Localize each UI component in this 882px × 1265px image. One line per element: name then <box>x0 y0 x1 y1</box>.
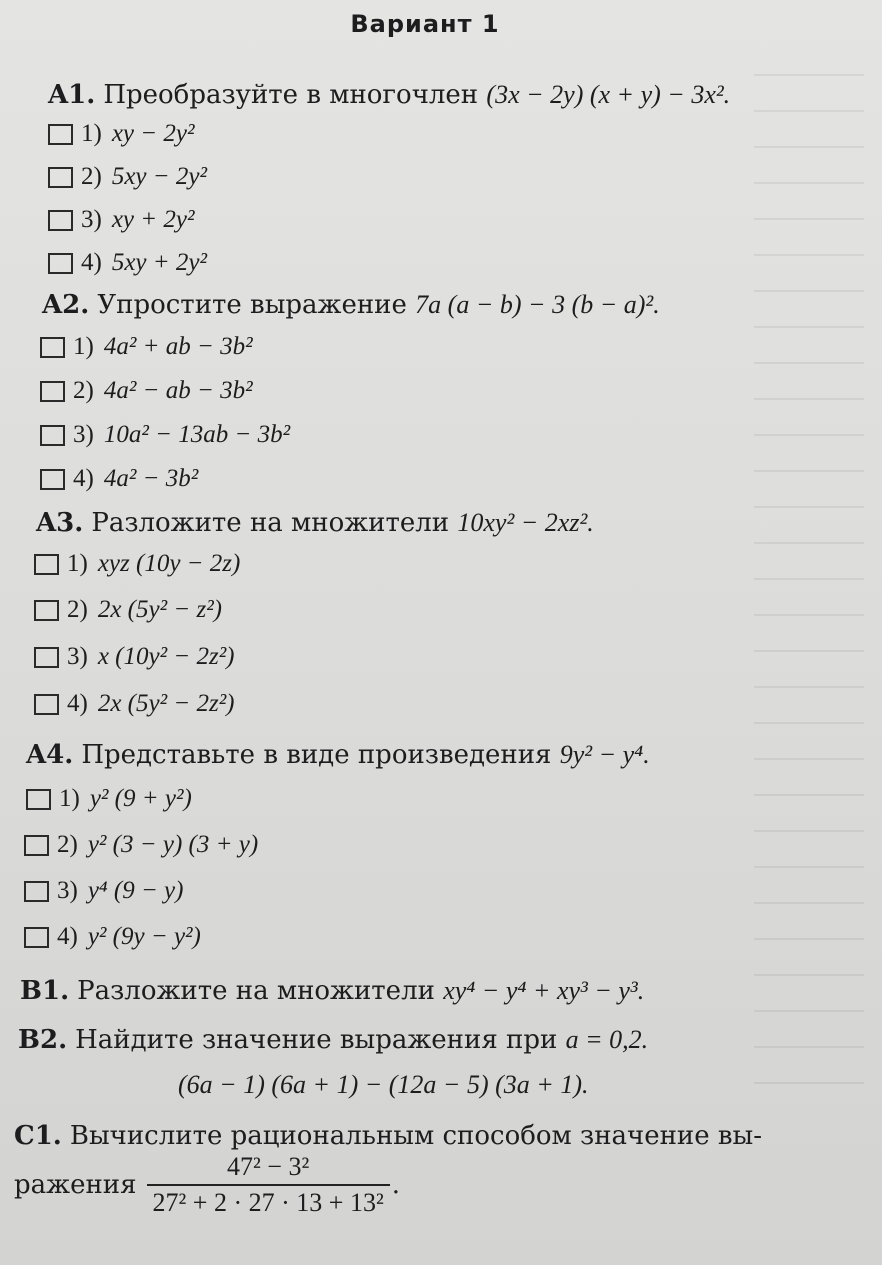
question-a3 <box>36 508 594 538</box>
option-value: y² (3 − y) (3 + y) <box>87 831 259 858</box>
option-a2-4[interactable]: 4) 4a² − 3b² <box>40 465 198 493</box>
answer-checkbox[interactable] <box>34 554 59 575</box>
option-a1-3[interactable]: 3) xy + 2y² <box>48 206 194 234</box>
answer-checkbox[interactable] <box>24 927 49 948</box>
question-expression: 10xy² − 2xz². <box>457 508 594 537</box>
option-a1-2[interactable]: 2) 5xy − 2y² <box>48 163 207 191</box>
question-text: Разложите на множители <box>91 508 450 538</box>
option-value: 2x (5y² − z²) <box>97 596 223 623</box>
c1-fraction <box>147 1152 390 1218</box>
question-expression: 7a (a − b) − 3 (b − a)². <box>415 290 660 319</box>
question-number: B2. <box>18 1025 68 1055</box>
option-value: 4a² − ab − 3b² <box>103 377 253 404</box>
question-condition: a = 0,2. <box>565 1025 649 1054</box>
answer-checkbox[interactable] <box>48 124 73 145</box>
option-a4-1[interactable]: 1) y² (9 + y²) <box>26 785 192 813</box>
b2-expression: (6a − 1) (6a + 1) − (12a − 5) (3a + 1). <box>178 1070 589 1099</box>
option-a3-3[interactable]: 3) x (10y² − 2z²) <box>34 643 235 671</box>
option-value: 2x (5y² − 2z²) <box>97 690 235 717</box>
option-value: 10a² − 13ab − 3b² <box>103 421 291 448</box>
option-a4-2[interactable]: 2) y² (3 − y) (3 + y) <box>24 831 258 859</box>
question-text: Упростите выражение <box>97 290 407 320</box>
answer-checkbox[interactable] <box>34 647 59 668</box>
option-a3-4[interactable]: 4) 2x (5y² − 2z²) <box>34 690 235 718</box>
option-value: y² (9y − y²) <box>87 923 201 950</box>
c1-line2 <box>14 1152 400 1218</box>
option-value: xyz (10y − 2z) <box>97 550 241 577</box>
answer-checkbox[interactable] <box>34 694 59 715</box>
option-a1-1[interactable]: 1) xy − 2y² <box>48 120 194 148</box>
option-value: 5xy + 2y² <box>111 249 207 276</box>
bleed-through-text <box>754 40 864 1100</box>
option-a2-1[interactable]: 1) 4a² + ab − 3b² <box>40 333 253 361</box>
option-value: 4a² + ab − 3b² <box>103 333 253 360</box>
option-a3-1[interactable]: 1) xyz (10y − 2z) <box>34 550 240 578</box>
answer-checkbox[interactable] <box>24 835 49 856</box>
question-expression: (3x − 2y) (x + y) − 3x². <box>486 80 731 109</box>
question-number: C1. <box>14 1121 62 1151</box>
question-number: B1. <box>20 976 70 1006</box>
fraction-numerator: 47² − 3² <box>227 1152 310 1181</box>
option-a2-2[interactable]: 2) 4a² − ab − 3b² <box>40 377 253 405</box>
option-value: xy − 2y² <box>111 120 195 147</box>
option-value: y⁴ (9 − y) <box>87 877 184 904</box>
question-b2 <box>18 1025 648 1055</box>
option-value: x (10y² − 2z²) <box>97 643 235 670</box>
option-value: 4a² − 3b² <box>103 465 199 492</box>
answer-checkbox[interactable] <box>40 425 65 446</box>
fraction-denominator: 27² + 2 · 27 · 13 + 13² <box>147 1184 390 1218</box>
question-a1 <box>48 80 730 110</box>
option-value: 5xy − 2y² <box>111 163 207 190</box>
question-number: A2. <box>42 290 90 320</box>
option-a3-2[interactable]: 2) 2x (5y² − z²) <box>34 596 222 624</box>
question-c1 <box>14 1121 762 1151</box>
question-expression: xy⁴ − y⁴ + xy³ − y³. <box>443 976 645 1005</box>
answer-checkbox[interactable] <box>48 210 73 231</box>
question-text: Вычислите рациональным способом значение вы- <box>69 1121 763 1151</box>
answer-checkbox[interactable] <box>26 789 51 810</box>
question-text: Найдите значение выражения при <box>75 1025 558 1055</box>
answer-checkbox[interactable] <box>40 469 65 490</box>
option-value: xy + 2y² <box>111 206 195 233</box>
question-text-cont: ражения <box>14 1170 137 1200</box>
option-a2-3[interactable]: 3) 10a² − 13ab − 3b² <box>40 421 290 449</box>
page-title: Вариант 1 <box>350 10 500 38</box>
question-text: Разложите на множители <box>77 976 435 1006</box>
option-a1-4[interactable]: 4) 5xy + 2y² <box>48 249 207 277</box>
option-value: y² (9 + y²) <box>89 785 192 812</box>
question-number: A4. <box>26 740 74 770</box>
question-number: A3. <box>36 508 84 538</box>
answer-checkbox[interactable] <box>48 253 73 274</box>
question-b1 <box>20 976 644 1006</box>
answer-checkbox[interactable] <box>40 381 65 402</box>
option-a4-4[interactable]: 4) y² (9y − y²) <box>24 923 201 951</box>
option-a4-3[interactable]: 3) y⁴ (9 − y) <box>24 877 183 905</box>
answer-checkbox[interactable] <box>24 881 49 902</box>
question-text: Представьте в виде произведения <box>81 740 552 770</box>
question-a4 <box>26 740 650 770</box>
question-text: Преобразуйте в многочлен <box>103 80 479 110</box>
question-expression: 9y² − y⁴. <box>559 740 650 769</box>
fraction-period: . <box>391 1170 401 1200</box>
question-a2 <box>42 290 660 320</box>
answer-checkbox[interactable] <box>40 337 65 358</box>
question-number: A1. <box>48 80 96 110</box>
answer-checkbox[interactable] <box>34 600 59 621</box>
answer-checkbox[interactable] <box>48 167 73 188</box>
